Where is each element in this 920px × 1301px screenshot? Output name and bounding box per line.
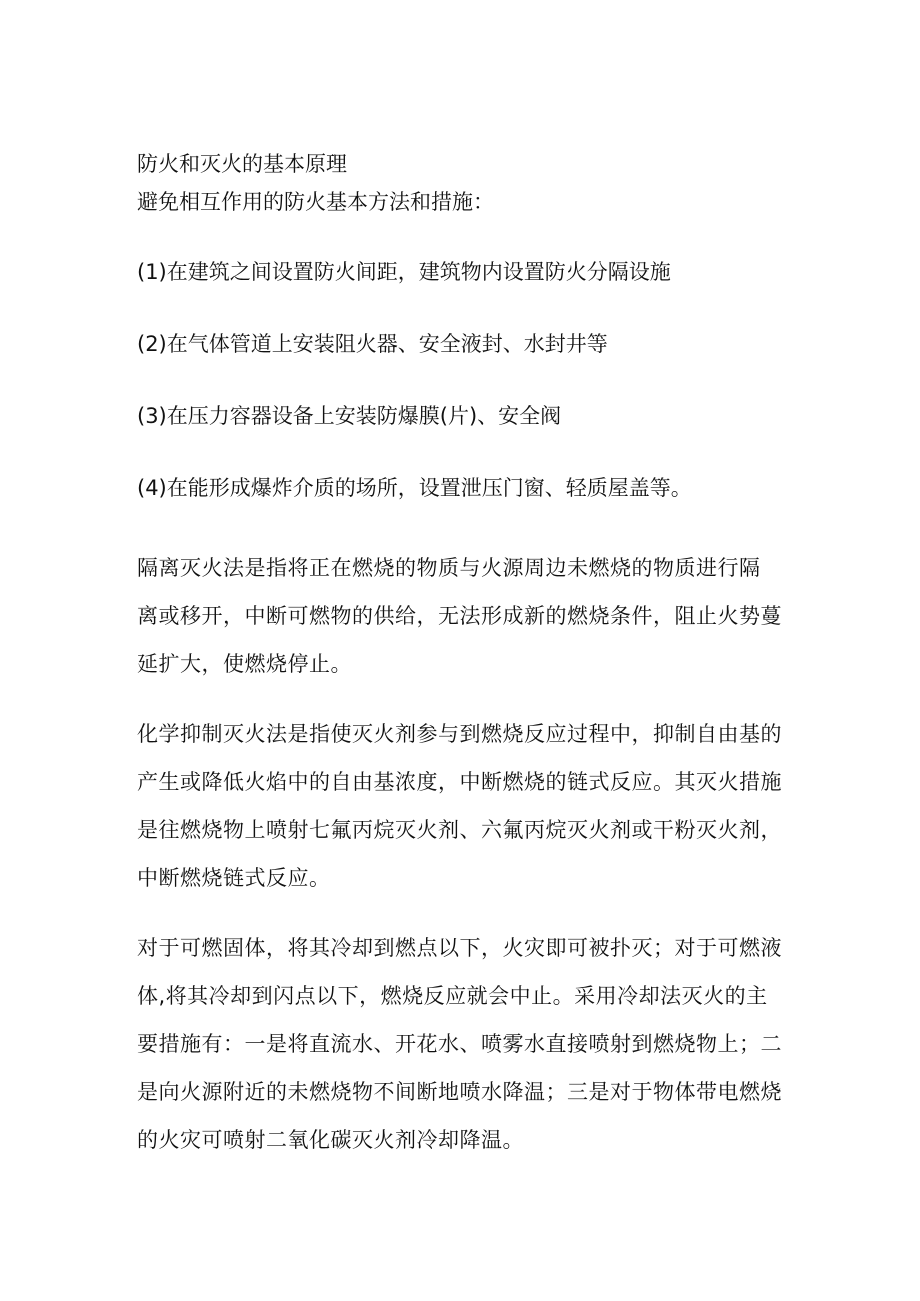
document-body — [137, 146, 787, 1186]
measure-item-3: (3)在压力容器设备上安装防爆膜(片)、安全阀 — [137, 404, 562, 428]
paragraph-line: 化学抑制灭火法是指使灭火剂参与到燃烧反应过程中，抑制自由基的 — [137, 722, 782, 746]
paragraph-line: 中断燃烧链式反应。 — [137, 866, 331, 890]
paragraph-line: 是向火源附近的未燃烧物不间断地喷水降温；三是对于物体带电燃烧 — [137, 1080, 782, 1104]
paragraph-line: 要措施有：一是将直流水、开花水、喷雾水直接喷射到燃烧物上；二 — [137, 1032, 782, 1056]
measures-heading: 避免相互作用的防火基本方法和措施： — [137, 190, 494, 214]
paragraph-chemical-suppression — [137, 710, 787, 902]
paragraph-isolation-method — [137, 544, 787, 688]
measure-item-2: (2)在气体管道上安装阻火器、安全液封、水封井等 — [137, 332, 608, 356]
measure-item-1: (1)在建筑之间设置防火间距，建筑物内设置防火分隔设施 — [137, 260, 671, 284]
paragraph-line: 隔离灭火法是指将正在燃烧的物质与火源周边未燃烧的物质进行隔 — [137, 556, 761, 580]
measure-item-4: (4)在能形成爆炸介质的场所，设置泄压门窗、轻质屋盖等。 — [137, 476, 692, 500]
paragraph-line: 延扩大，使燃烧停止。 — [137, 652, 352, 676]
paragraph-line: 对于可燃固体，将其冷却到燃点以下，火灾即可被扑灭；对于可燃液 — [137, 936, 782, 960]
paragraph-line: 离或移开，中断可燃物的供给，无法形成新的燃烧条件，阻止火势蔓 — [137, 604, 782, 628]
paragraph-cooling-method — [137, 924, 787, 1164]
paragraph-line: 的火灾可喷射二氧化碳灭火剂冷却降温。 — [137, 1128, 524, 1152]
paragraph-line: 体,将其冷却到闪点以下，燃烧反应就会中止。采用冷却法灭火的主 — [137, 984, 768, 1008]
document-title: 防火和灭火的基本原理 — [137, 152, 347, 176]
paragraph-line: 是往燃烧物上喷射七氟丙烷灭火剂、六氟丙烷灭火剂或干粉灭火剂， — [137, 818, 782, 842]
paragraph-line: 产生或降低火焰中的自由基浓度，中断燃烧的链式反应。其灭火措施 — [137, 770, 782, 794]
